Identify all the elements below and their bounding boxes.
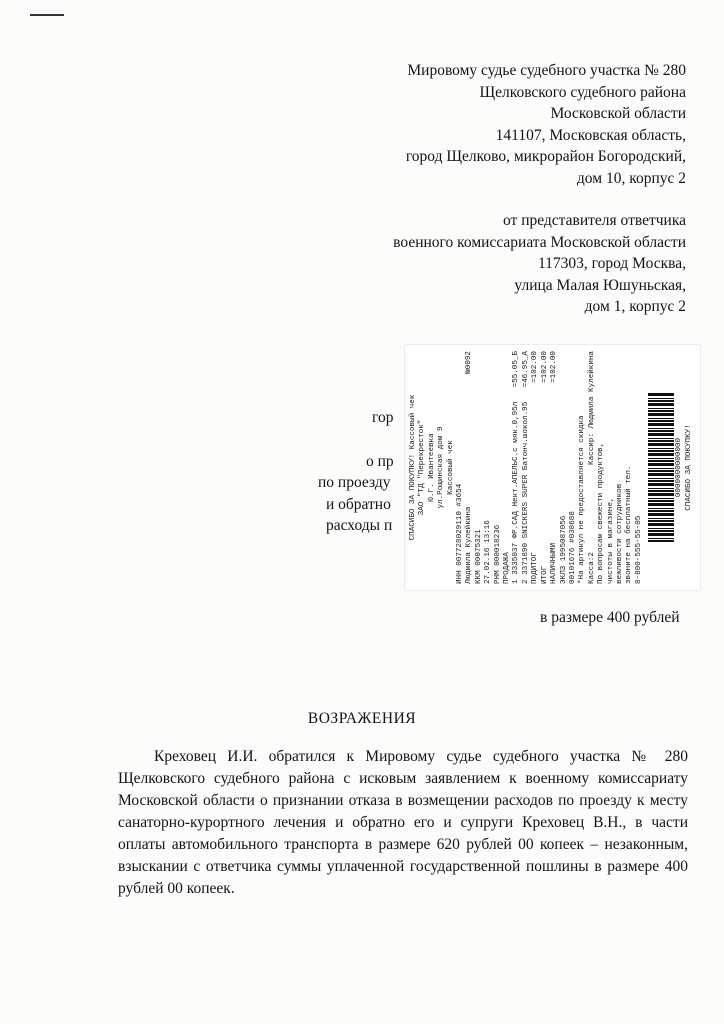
receipt-item: [522, 351, 531, 584]
barcode-icon: [648, 393, 674, 543]
receipt-header: СПАСИБО ЗА ПОКУПКУ! Кассовый чек: [409, 394, 417, 541]
item-price: =55.05_Б: [512, 351, 521, 388]
receipt-header: ул.Рощинская дом 9: [437, 426, 446, 509]
document-body: Креховец И.И. обратился к Мировому судье судебного участка № 280 Щелковского судебного района с исковым заявлением к военному комиссариату Московской области о признании отказа в возмещении расходов по проезду к месту санаторно-курортного лечения и обратно его и супруги Креховец В.Н., в части оплаты автомобильного транспорта в размере 620 рублей 00 копеек – незаконным, взыскании с ответчика суммы уплаченной государственной пошлины в размере 400 рублей 00 копеек.: [118, 748, 688, 897]
receipt-eklz: 00101676 #038688: [568, 511, 577, 584]
recipient-line: Московской области: [550, 105, 686, 122]
receipt-kassa: [588, 351, 597, 584]
recipient-line: Щелковского судебного района: [479, 83, 686, 101]
occluded-text: гор: [372, 409, 394, 426]
receipt-eklz: ЭКЛЗ 1995087056: [559, 515, 568, 584]
receipt-contact: 8-800-555-55-05: [634, 515, 643, 584]
total-value: =102.00: [550, 351, 559, 383]
total-value: =102.00: [531, 351, 540, 383]
cash-receipt: [405, 345, 700, 590]
receipt-info: ККМ 00075321: [474, 529, 483, 584]
receipt-cashier: [465, 351, 474, 584]
receipt-contact: По вопросам свежести продуктов,: [597, 442, 606, 584]
sender-line: улица Малая Юшуньская,: [514, 276, 686, 294]
occluded-text: в размере 400 рублей: [540, 609, 680, 626]
receipt-footer: СПАСИБО ЗА ПОКУПКУ!: [684, 424, 693, 511]
receipt-info: 27.02.16 13:16: [484, 520, 493, 584]
recipient-block: [406, 60, 686, 189]
receipt-info: РНМ 000018236: [493, 524, 502, 584]
kassa-number: Касса:2: [587, 552, 596, 584]
item-name: 1 3335037 ФР.САД Нект.АПЕЛЬС.с мяк.0,95л: [512, 401, 521, 584]
cashier-number: №0092: [465, 351, 474, 374]
receipt-note: *На артикул не предоставляется скидка: [578, 415, 587, 584]
occluded-text: о пр: [366, 453, 394, 470]
receipt-total: [541, 351, 550, 584]
total-label: ПОДИТОГ: [531, 552, 540, 584]
occluded-text: и обратно: [326, 496, 391, 513]
sender-line: военного комиссариата Московской области: [393, 233, 686, 251]
barcode-number: 0000000000000: [675, 437, 684, 498]
total-label: НАЛИЧНЫМИ: [550, 542, 559, 584]
receipt-header: ЗАО "ТД "Перекресток": [418, 419, 427, 516]
occluded-text: расходы п: [326, 517, 393, 534]
recipient-line: дом 10, корпус 2: [576, 169, 686, 187]
recipient-line: Мировому судье судебного участка № 280: [407, 62, 686, 79]
recipient-line: город Щелково, микрорайон Богородский,: [405, 148, 686, 165]
total-label: ИТОГ: [540, 565, 549, 584]
receipt-contact: вежливости сотрудников: [615, 483, 624, 584]
document-title: ВОЗРАЖЕНИЯ: [307, 710, 417, 727]
receipt-check: Кассовый чек: [446, 440, 455, 495]
receipt-contact: чистоты в магазине,: [606, 497, 615, 584]
sender-line: дом 1, корпус 2: [584, 298, 686, 315]
receipt-total: [531, 351, 540, 584]
sender-line: от представителя ответчика: [503, 212, 686, 229]
receipt-info: ПРОДАЖА: [503, 552, 512, 584]
kassa-cashier: Кассир: Людмила Кулейкина: [587, 351, 596, 465]
item-name: 2 3371890 SNICKERS SUPER Батонч.шокол.95: [521, 401, 530, 584]
receipt-item: [512, 351, 521, 584]
receipt-header: Ю.Г. Ивантеевка: [427, 433, 436, 502]
receipt-inn: ИНН 007728029110 #3654: [456, 483, 465, 584]
receipt-total: [550, 351, 559, 584]
scan-mark: [30, 14, 64, 16]
recipient-line: 141107, Московская область,: [495, 126, 686, 144]
sender-block: [393, 210, 686, 318]
total-value: =102.00: [540, 351, 549, 383]
cashier-name: Людмила Кулейкина: [465, 506, 474, 584]
occluded-text: по проезду: [318, 474, 391, 491]
receipt-contact: звоните на бесплатный тел.: [625, 465, 634, 584]
item-price: =46.95_А: [521, 351, 530, 388]
sender-line: 117303, город Москва,: [537, 255, 686, 272]
